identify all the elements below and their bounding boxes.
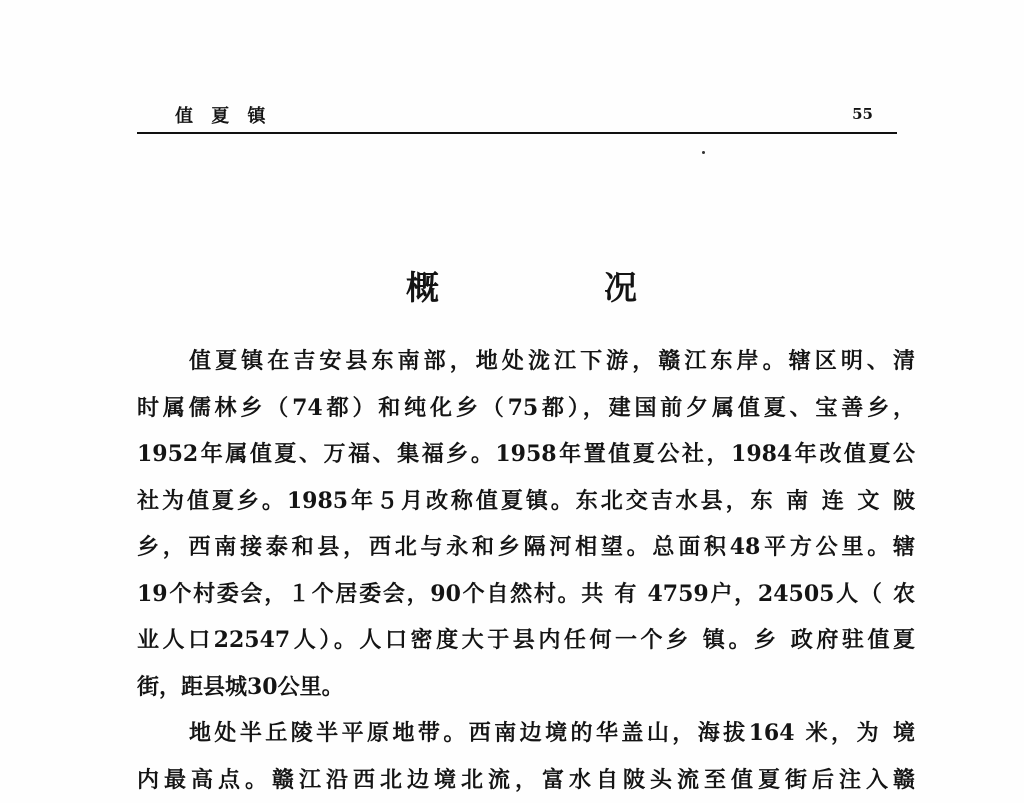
- header-rule: [137, 132, 897, 134]
- paragraph-1-line-2: 时属儒林乡（74都）和纯化乡（75都），建国前夕属值夏、宝善乡，: [137, 385, 915, 432]
- paragraph-1-line-3: 1952年属值夏、万福、集福乡。1958年置值夏公社，1984年改值夏公: [137, 431, 915, 478]
- scan-speck: [702, 151, 705, 154]
- paragraph-1-line-4: 社为值夏乡。1985年５月改称值夏镇。东北交吉水县，东 南 连 文 陂: [137, 478, 915, 525]
- paragraph-1-line-1: 值夏镇在吉安县东南部，地处泷江下游，赣江东岸。辖区明、清: [137, 338, 915, 385]
- section-title: [406, 262, 646, 306]
- paragraph-2-line-1: 地处半丘陵半平原地带。西南边境的华盖山，海拔164 米，为 境: [137, 710, 915, 757]
- page-number: 55: [852, 105, 873, 123]
- paragraph-1-line-6: 19个村委会，１个居委会，90个自然村。共 有 4759户，24505人（ 农: [137, 571, 915, 618]
- body-text: [137, 338, 915, 803]
- paragraph-1-line-7: 业人口22547人）。人口密度大于县内任何一个乡 镇。乡 政府驻值夏: [137, 617, 915, 664]
- running-title: 值 夏 镇: [175, 102, 272, 128]
- paragraph-1-line-5: 乡，西南接泰和县，西北与永和乡隔河相望。总面积48平方公里。辖: [137, 524, 915, 571]
- running-header: [137, 100, 897, 130]
- paragraph-1-line-8: 街，距县城30公里。: [137, 664, 915, 711]
- section-title-char-1: 概: [406, 262, 439, 309]
- paragraph-2-line-2: 内最高点。赣江沿西北边境北流，富水自陂头流至值夏街后注入赣: [137, 757, 915, 803]
- section-title-char-2: 况: [604, 262, 637, 309]
